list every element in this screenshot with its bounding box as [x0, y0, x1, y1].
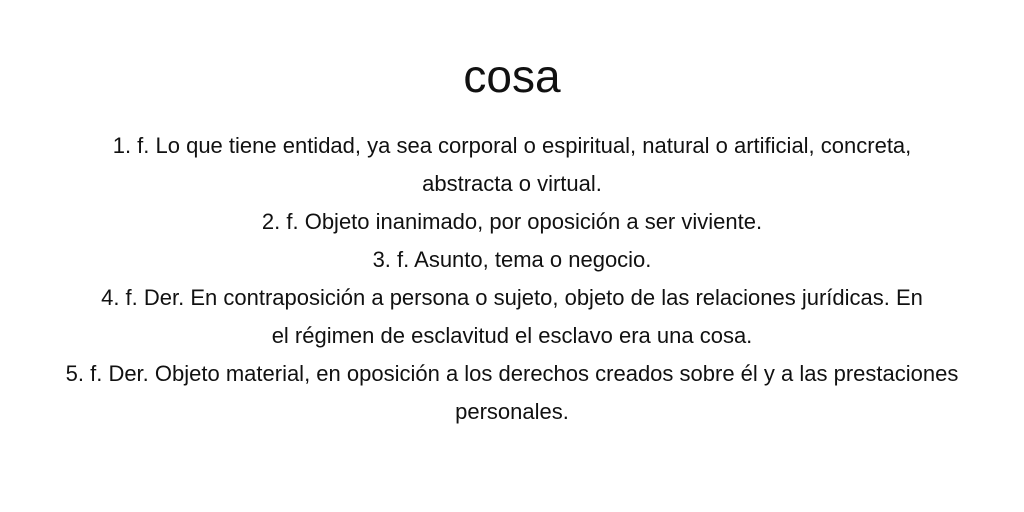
definition-1: 1. f. Lo que tiene entidad, ya sea corporal o espiritual, natural o artificial, concreta, abstracta o virtual. — [112, 133, 912, 196]
entry-word: cosa — [463, 50, 561, 102]
definition-2: 2. f. Objeto inanimado, por oposición a ser viviente. — [261, 209, 763, 234]
definition-list — [60, 127, 964, 431]
definition-3: 3. f. Asunto, tema o negocio. — [372, 247, 652, 272]
definition-5: 5. f. Der. Objeto material, en oposición a los derechos creados sobre él y a las prestaciones personales. — [65, 361, 959, 424]
definition-4: 4. f. Der. En contraposición a persona o sujeto, objeto de las relaciones jurídicas. En el régimen de esclavitud el esclavo era una cosa. — [101, 285, 923, 348]
